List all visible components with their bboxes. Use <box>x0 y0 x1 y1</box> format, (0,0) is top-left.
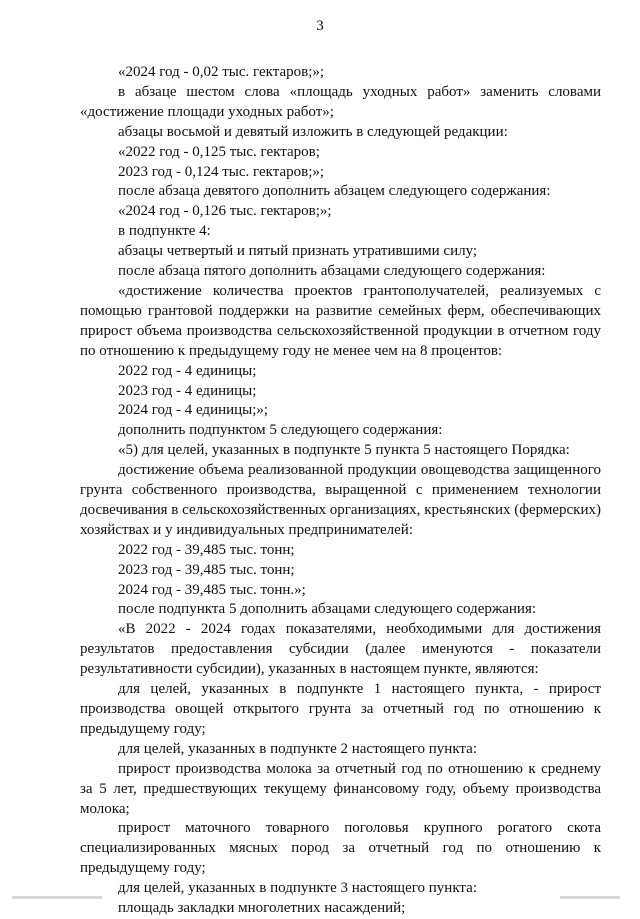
paragraph-4: «2022 год - 0,125 тыс. гектаров; <box>118 143 320 160</box>
paragraph-25: прирост производства молока за отчетный год по отношению к среднему за 5 лет, предшествующих текущему финансовому году, объему производства молока; <box>80 760 601 817</box>
page-number: 3 <box>316 18 324 34</box>
paragraph-11: «достижение количества проектов грантополучателей, реализуемых с помощью грантовой поддержки на развитие семейных ферм, обеспечивающих прирост объема производства сельскохозяйственной продукции в отчетном году по отношению к предыдущему году не менее чем на 8 процентов: <box>80 282 601 359</box>
paragraph-5: 2023 год - 0,124 тыс. гектаров;»; <box>118 163 325 180</box>
paragraph-6: после абзаца девятого дополнить абзацем следующего содержания: <box>118 183 551 200</box>
document-body <box>80 63 601 919</box>
paragraph-15: дополнить подпунктом 5 следующего содержания: <box>118 422 443 439</box>
paragraph-21: после подпункта 5 дополнить абзацами следующего содержания: <box>118 601 537 618</box>
paragraph-24: для целей, указанных в подпункте 2 настоящего пункта: <box>118 740 477 757</box>
scan-artifact-left <box>12 896 102 899</box>
paragraph-13: 2023 год - 4 единицы; <box>118 382 257 399</box>
paragraph-22: «В 2022 - 2024 годах показателями, необходимыми для достижения результатов предоставления субсидии (далее именуются - показатели результативности субсидии), указанных в настоящем пункте, являются: <box>80 621 601 678</box>
paragraph-2: в абзаце шестом слова «площадь уходных работ» заменить словами «достижение площади уходных работ»; <box>80 83 601 120</box>
paragraph-23: для целей, указанных в подпункте 1 настоящего пункта, - прирост производства овощей открытого грунта за отчетный год по отношению к предыдущему году; <box>80 681 601 737</box>
paragraph-16: «5) для целей, указанных в подпункте 5 пункта 5 настоящего Порядка: <box>118 442 570 459</box>
paragraph-8: в подпункте 4: <box>118 223 211 240</box>
paragraph-17: достижение объема реализованной продукции овощеводства защищенного грунта собственного производства, выращенной с применением технологии досвечивания в сельскохозяйственных организациях, крестьянских (фермерских) хозяйствах и у индивидуальных предпринимателей: <box>80 462 601 538</box>
paragraph-3: абзацы восьмой и девятый изложить в следующей редакции: <box>118 123 508 140</box>
paragraph-28: площадь закладки многолетних насаждений; <box>118 900 406 917</box>
paragraph-9: абзацы четвертый и пятый признать утратившими силу; <box>118 243 478 260</box>
paragraph-12: 2022 год - 4 единицы; <box>118 362 257 379</box>
paragraph-18: 2022 год - 39,485 тыс. тонн; <box>118 541 295 558</box>
paragraph-1: «2024 год - 0,02 тыс. гектаров;»; <box>118 64 325 80</box>
paragraph-14: 2024 год - 4 единицы;»; <box>118 402 269 419</box>
paragraph-20: 2024 год - 39,485 тыс. тонн.»; <box>118 581 306 598</box>
paragraph-19: 2023 год - 39,485 тыс. тонн; <box>118 561 295 578</box>
paragraph-27: для целей, указанных в подпункте 3 настоящего пункта: <box>118 880 477 897</box>
paragraph-26: прирост маточного товарного поголовья крупного рогатого скота специализированных мясных пород за отчетный год по отношению к предыдущему году; <box>80 820 601 877</box>
paragraph-10: после абзаца пятого дополнить абзацами следующего содержания: <box>118 263 546 280</box>
scan-artifact-right <box>560 896 620 899</box>
paragraph-7: «2024 год - 0,126 тыс. гектаров;»; <box>118 203 332 220</box>
